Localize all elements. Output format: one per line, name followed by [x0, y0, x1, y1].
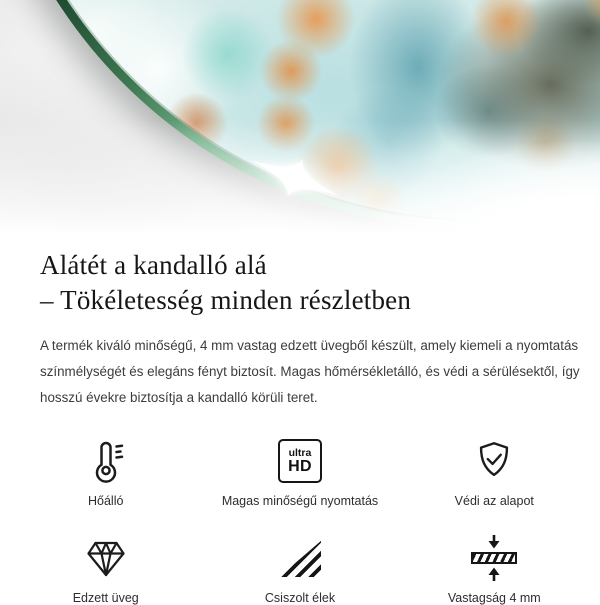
arrow-down-icon	[486, 535, 502, 550]
page-title-line-1: Alátét a kandalló alá	[40, 250, 267, 280]
feature-heat-resistant	[28, 437, 183, 508]
shield-check-icon	[471, 437, 517, 485]
content-section	[0, 245, 600, 411]
feature-label: Csiszolt élek	[264, 591, 336, 605]
feature-thickness	[417, 534, 572, 605]
diamond-icon	[82, 534, 130, 582]
feature-label: Vastagság 4 mm	[447, 591, 541, 605]
description-line-1: A termék kiváló minőségű, 4 mm vastag edzett üvegből készült, amely kiemeli a nyomtatás	[40, 338, 579, 353]
description-line-2: színmélységét és elegáns fényt biztosít. Magas hőmérsékletálló, és védi a sérülésektől, így	[40, 364, 580, 379]
feature-label: Védi az alapot	[454, 494, 534, 508]
product-image	[0, 0, 600, 245]
ultra-hd-icon	[278, 437, 322, 485]
arrow-up-icon	[486, 566, 502, 581]
description-line-3: hosszú évekre biztosítja a kandalló körüli teret.	[40, 390, 318, 405]
feature-label: Hőálló	[87, 494, 124, 508]
feature-protects-base	[417, 437, 572, 508]
glass-slab-bar	[471, 552, 517, 564]
feature-polished-edges	[183, 534, 416, 605]
feature-label: Edzett üveg	[72, 591, 139, 605]
feature-print-quality	[183, 437, 416, 508]
ultra-hd-badge-bottom: HD	[288, 457, 312, 475]
thermometer-icon	[82, 437, 130, 485]
thickness-icon	[471, 534, 517, 582]
page-title-line-2: – Tökéletesség minden részletben	[40, 285, 412, 315]
product-description	[40, 333, 580, 411]
page-title	[40, 245, 560, 318]
features-grid	[0, 437, 600, 605]
feature-tempered-glass	[28, 534, 183, 605]
polished-edges-icon	[279, 534, 321, 582]
feature-label: Magas minőségű nyomtatás	[221, 494, 379, 508]
ultra-hd-badge-top: ultra	[288, 446, 312, 459]
